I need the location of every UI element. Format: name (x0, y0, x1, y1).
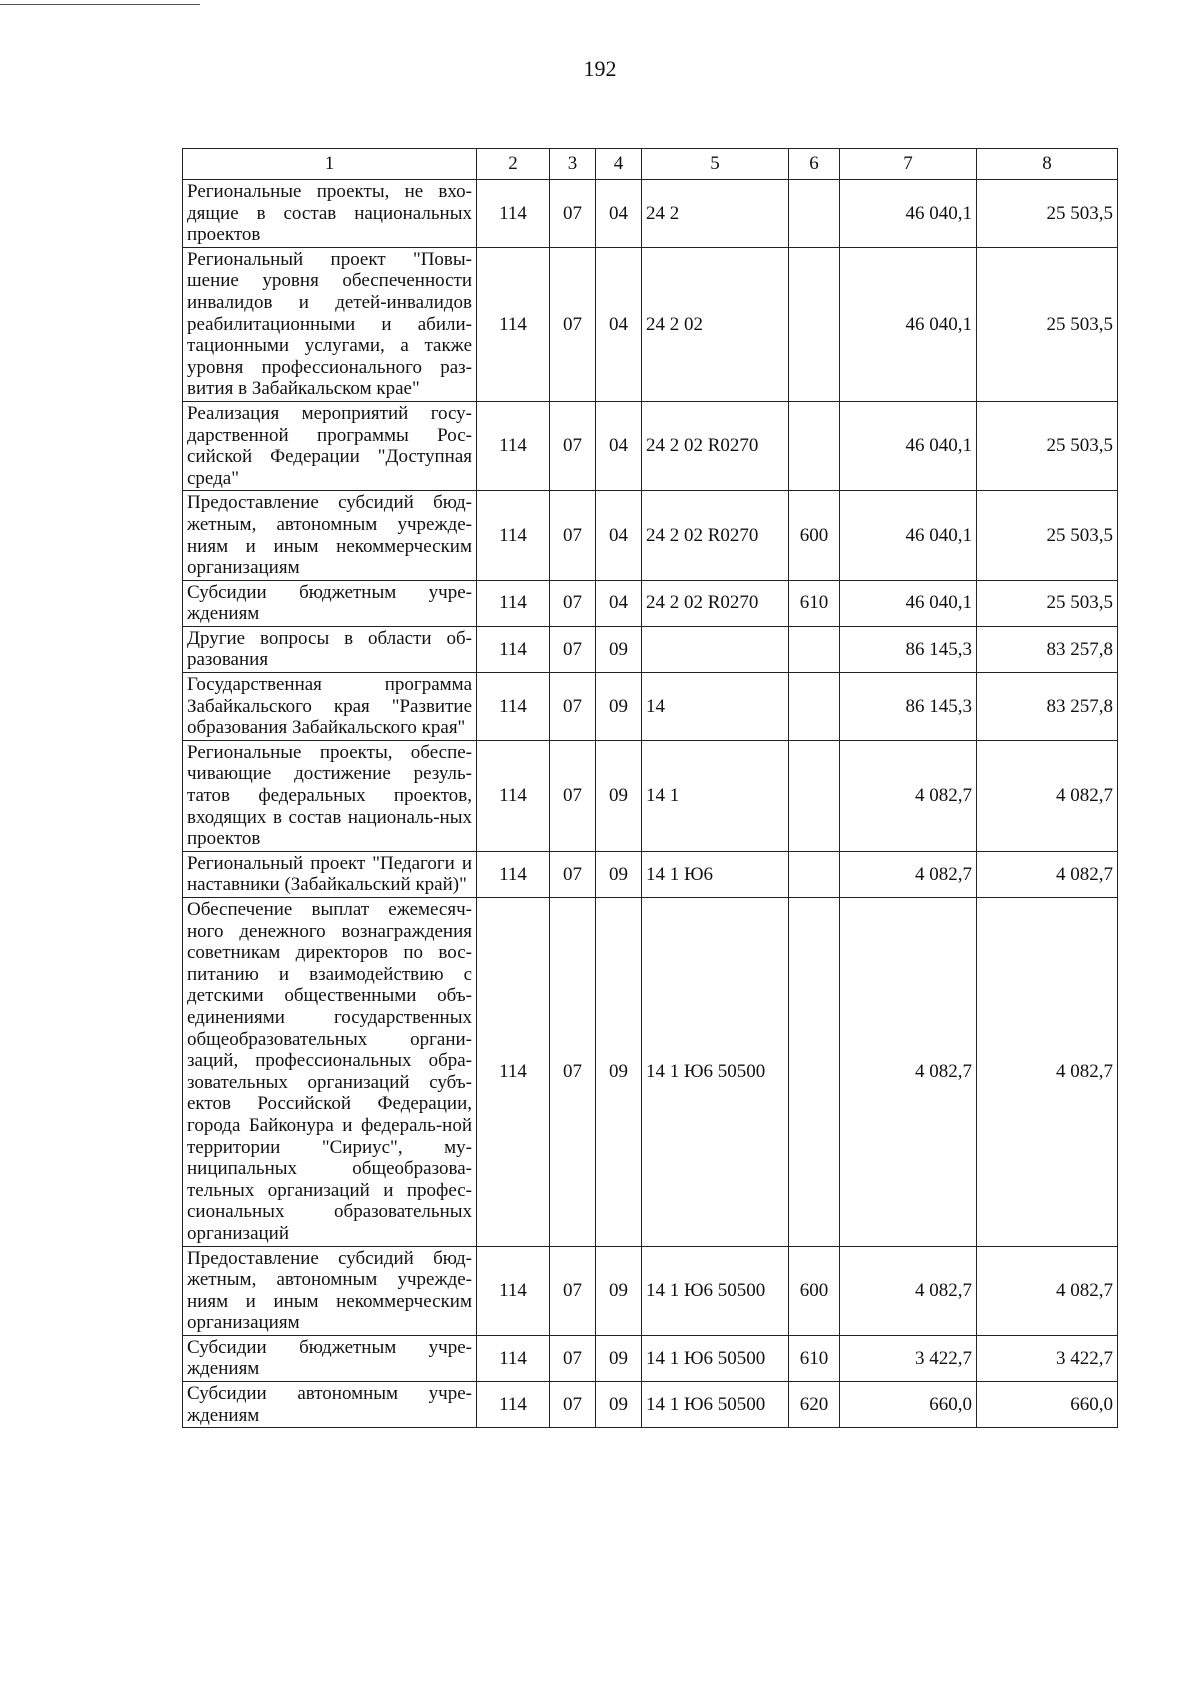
budget-table (182, 148, 1118, 1428)
ministry-code-cell: 114 (477, 626, 550, 672)
target-article-cell: 24 2 (642, 180, 789, 248)
expense-type-cell (789, 401, 840, 490)
header-cell: 4 (596, 149, 642, 180)
amount-col8-cell: 25 503,5 (977, 180, 1118, 248)
expense-type-cell: 600 (789, 491, 840, 580)
subsection-code-cell: 09 (596, 673, 642, 741)
amount-col8-cell: 25 503,5 (977, 401, 1118, 490)
amount-col7-cell: 4 082,7 (840, 898, 977, 1247)
subsection-code-cell: 09 (596, 1246, 642, 1335)
expense-type-cell: 610 (789, 580, 840, 626)
header-row (183, 149, 1118, 180)
top-rule (0, 4, 200, 5)
expense-type-cell: 620 (789, 1382, 840, 1428)
item-name-cell: Предоставление субсидий бюд-жетным, автономным учрежде-ниям и иным некоммерческим организациям (183, 491, 477, 580)
amount-col7-cell: 4 082,7 (840, 851, 977, 897)
item-name-cell: Другие вопросы в области об-разования (183, 626, 477, 672)
amount-col7-cell: 46 040,1 (840, 247, 977, 401)
header-cell: 7 (840, 149, 977, 180)
expense-type-cell (789, 247, 840, 401)
amount-col8-cell: 660,0 (977, 1382, 1118, 1428)
item-name-cell: Субсидии автономным учре-ждениям (183, 1382, 477, 1428)
section-code-cell: 07 (550, 401, 596, 490)
amount-col8-cell: 3 422,7 (977, 1335, 1118, 1381)
ministry-code-cell: 114 (477, 851, 550, 897)
amount-col8-cell: 4 082,7 (977, 740, 1118, 851)
header-cell: 3 (550, 149, 596, 180)
target-article-cell: 14 1 Ю6 50500 (642, 1335, 789, 1381)
amount-col8-cell: 4 082,7 (977, 851, 1118, 897)
ministry-code-cell: 114 (477, 491, 550, 580)
subsection-code-cell: 09 (596, 851, 642, 897)
expense-type-cell (789, 740, 840, 851)
table-row (183, 580, 1118, 626)
target-article-cell: 24 2 02 R0270 (642, 401, 789, 490)
expense-type-cell (789, 673, 840, 741)
target-article-cell: 14 1 Ю6 50500 (642, 1382, 789, 1428)
expense-type-cell (789, 851, 840, 897)
subsection-code-cell: 09 (596, 898, 642, 1247)
amount-col7-cell: 4 082,7 (840, 740, 977, 851)
subsection-code-cell: 04 (596, 491, 642, 580)
item-name-cell: Реализация мероприятий госу-дарственной программы Рос-сийской Федерации "Доступная среда" (183, 401, 477, 490)
section-code-cell: 07 (550, 626, 596, 672)
subsection-code-cell: 04 (596, 401, 642, 490)
amount-col8-cell: 25 503,5 (977, 580, 1118, 626)
ministry-code-cell: 114 (477, 740, 550, 851)
header-cell: 5 (642, 149, 789, 180)
ministry-code-cell: 114 (477, 180, 550, 248)
table-row (183, 1382, 1118, 1428)
expense-type-cell (789, 898, 840, 1247)
ministry-code-cell: 114 (477, 673, 550, 741)
table-row (183, 1335, 1118, 1381)
amount-col8-cell: 83 257,8 (977, 673, 1118, 741)
target-article-cell: 14 1 Ю6 (642, 851, 789, 897)
item-name-cell: Субсидии бюджетным учре-ждениям (183, 580, 477, 626)
table-row (183, 247, 1118, 401)
section-code-cell: 07 (550, 491, 596, 580)
table-row (183, 626, 1118, 672)
section-code-cell: 07 (550, 673, 596, 741)
expense-type-cell: 610 (789, 1335, 840, 1381)
target-article-cell (642, 626, 789, 672)
ministry-code-cell: 114 (477, 1335, 550, 1381)
header-cell: 6 (789, 149, 840, 180)
section-code-cell: 07 (550, 851, 596, 897)
section-code-cell: 07 (550, 180, 596, 248)
item-name-cell: Региональные проекты, не вхо-дящие в состав национальных проектов (183, 180, 477, 248)
item-name-cell: Региональный проект "Педагоги и наставники (Забайкальский край)" (183, 851, 477, 897)
header-cell: 8 (977, 149, 1118, 180)
item-name-cell: Региональный проект "Повы-шение уровня обеспеченности инвалидов и детей-инвалидов реабилитационными и абили-тационными услугами, а также уровня профессионального раз-вития в Забайкальском крае" (183, 247, 477, 401)
ministry-code-cell: 114 (477, 1246, 550, 1335)
subsection-code-cell: 04 (596, 180, 642, 248)
section-code-cell: 07 (550, 898, 596, 1247)
ministry-code-cell: 114 (477, 247, 550, 401)
table-row (183, 851, 1118, 897)
subsection-code-cell: 09 (596, 740, 642, 851)
amount-col7-cell: 46 040,1 (840, 580, 977, 626)
target-article-cell: 14 1 Ю6 50500 (642, 1246, 789, 1335)
item-name-cell: Обеспечение выплат ежемесяч-ного денежного вознаграждения советникам директоров по вос-питанию и взаимодействию с детскими общественными объ-единениями государственных общеобразовательных органи-заций, профессиональных обра-зовательных организаций субъ-ектов Российской Федерации, города Байконура и федераль-ной территории "Сириус", му-ниципальных общеобразова-тельных организаций и профес-сиональных образовательных организаций (183, 898, 477, 1247)
amount-col7-cell: 86 145,3 (840, 626, 977, 672)
table-row (183, 898, 1118, 1247)
subsection-code-cell: 04 (596, 580, 642, 626)
target-article-cell: 14 1 (642, 740, 789, 851)
subsection-code-cell: 09 (596, 1335, 642, 1381)
amount-col7-cell: 46 040,1 (840, 401, 977, 490)
table-row (183, 673, 1118, 741)
table-row (183, 491, 1118, 580)
ministry-code-cell: 114 (477, 1382, 550, 1428)
header-cell: 1 (183, 149, 477, 180)
amount-col8-cell: 4 082,7 (977, 898, 1118, 1247)
section-code-cell: 07 (550, 1246, 596, 1335)
amount-col7-cell: 46 040,1 (840, 180, 977, 248)
amount-col8-cell: 4 082,7 (977, 1246, 1118, 1335)
target-article-cell: 14 1 Ю6 50500 (642, 898, 789, 1247)
table-row (183, 401, 1118, 490)
amount-col7-cell: 3 422,7 (840, 1335, 977, 1381)
item-name-cell: Государственная программа Забайкальского края "Развитие образования Забайкальского края" (183, 673, 477, 741)
item-name-cell: Региональные проекты, обеспе-чивающие достижение резуль-татов федеральных проектов, входящих в состав националь-ных проектов (183, 740, 477, 851)
subsection-code-cell: 09 (596, 626, 642, 672)
subsection-code-cell: 09 (596, 1382, 642, 1428)
ministry-code-cell: 114 (477, 401, 550, 490)
section-code-cell: 07 (550, 1335, 596, 1381)
amount-col8-cell: 83 257,8 (977, 626, 1118, 672)
header-cell: 2 (477, 149, 550, 180)
target-article-cell: 24 2 02 (642, 247, 789, 401)
amount-col8-cell: 25 503,5 (977, 491, 1118, 580)
section-code-cell: 07 (550, 740, 596, 851)
subsection-code-cell: 04 (596, 247, 642, 401)
target-article-cell: 14 (642, 673, 789, 741)
amount-col8-cell: 25 503,5 (977, 247, 1118, 401)
amount-col7-cell: 86 145,3 (840, 673, 977, 741)
item-name-cell: Предоставление субсидий бюд-жетным, автономным учрежде-ниям и иным некоммерческим организациям (183, 1246, 477, 1335)
expense-type-cell (789, 180, 840, 248)
table-row (183, 740, 1118, 851)
ministry-code-cell: 114 (477, 580, 550, 626)
ministry-code-cell: 114 (477, 898, 550, 1247)
target-article-cell: 24 2 02 R0270 (642, 580, 789, 626)
item-name-cell: Субсидии бюджетным учре-ждениям (183, 1335, 477, 1381)
expense-type-cell: 600 (789, 1246, 840, 1335)
page-number: 192 (583, 56, 617, 81)
table-body (183, 180, 1118, 1428)
section-code-cell: 07 (550, 1382, 596, 1428)
section-code-cell: 07 (550, 580, 596, 626)
table-row (183, 180, 1118, 248)
amount-col7-cell: 4 082,7 (840, 1246, 977, 1335)
table-row (183, 1246, 1118, 1335)
amount-col7-cell: 660,0 (840, 1382, 977, 1428)
amount-col7-cell: 46 040,1 (840, 491, 977, 580)
target-article-cell: 24 2 02 R0270 (642, 491, 789, 580)
expense-type-cell (789, 626, 840, 672)
section-code-cell: 07 (550, 247, 596, 401)
